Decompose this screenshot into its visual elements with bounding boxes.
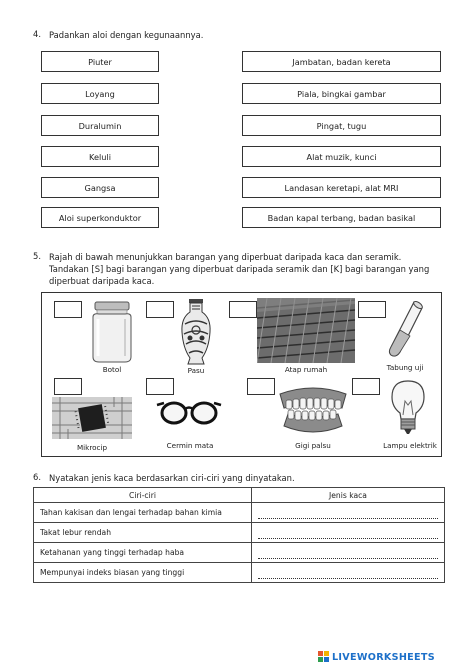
use-box-1[interactable]: Jambatan, badan kereta (242, 51, 441, 72)
caption-atap-rumah: Atap rumah (284, 365, 328, 374)
table-row (34, 523, 445, 543)
use-box-5[interactable]: Landasan keretapi, alat MRI (242, 177, 441, 198)
light-bulb-picture (389, 379, 427, 435)
microchip-picture (52, 397, 132, 439)
ciri-cell: Tahan kakisan dan lengai terhadap bahan kimia (34, 503, 252, 523)
caption-pasu: Pasu (187, 366, 205, 375)
liveworksheets-logo-text: LIVEWORKSHEETS (332, 652, 435, 663)
alloy-box-4[interactable]: Keluli (41, 146, 159, 167)
answer-cell (252, 543, 445, 563)
use-box-3[interactable]: Pingat, tugu (242, 115, 441, 136)
table-header-row (34, 488, 445, 503)
answer-box-pasu[interactable] (146, 301, 174, 318)
answer-cell (252, 503, 445, 523)
caption-gigi-palsu: Gigi palsu (295, 441, 331, 450)
ciri-cell: Ketahanan yang tinggi terhadap haba (34, 543, 252, 563)
liveworksheets-logo-icon (318, 651, 330, 663)
header-jenis-kaca: Jenis kaca (252, 488, 445, 503)
answer-cell (252, 563, 445, 583)
answer-box-gigi-palsu[interactable] (247, 378, 275, 395)
alloy-box-3[interactable]: Duralumin (41, 115, 159, 136)
answer-box-botol[interactable] (54, 301, 82, 318)
answer-cell (252, 523, 445, 543)
ciri-cell: Takat lebur rendah (34, 523, 252, 543)
question-5-line-2: Tandakan [S] bagi barangan yang diperbuat daripada seramik dan [K] bagi barangan yang (49, 264, 430, 274)
vase-picture (179, 298, 213, 366)
eyeglasses-picture (156, 399, 222, 429)
test-tube-picture (388, 300, 424, 360)
glass-type-table (33, 487, 445, 583)
jar-picture (89, 301, 135, 363)
question-5-line-3: diperbuat daripada kaca. (49, 276, 155, 286)
alloy-box-2[interactable]: Loyang (41, 83, 159, 104)
question-4-number: 4. (33, 29, 41, 39)
answer-box-cermin-mata[interactable] (146, 378, 174, 395)
caption-cermin-mata: Cermin mata (166, 441, 214, 450)
answer-box-tabung-uji[interactable] (358, 301, 386, 318)
question-4-text: Padankan aloi dengan kegunaannya. (49, 30, 204, 40)
header-ciri-ciri: Ciri-ciri (34, 488, 252, 503)
question-5-number: 5. (33, 251, 41, 261)
caption-lampu-elektrik: Lampu elektrik (383, 441, 437, 450)
alloy-box-1[interactable]: Piuter (41, 51, 159, 72)
caption-mikrocip: Mikrocip (76, 443, 108, 452)
ciri-cell: Mempunyai indeks biasan yang tinggi (34, 563, 252, 583)
caption-botol: Botol (102, 365, 122, 374)
answer-field[interactable] (258, 549, 438, 559)
answer-field[interactable] (258, 529, 438, 539)
answer-box-lampu-elektrik[interactable] (352, 378, 380, 395)
use-box-2[interactable]: Piala, bingkai gambar (242, 83, 441, 104)
answer-box-mikrocip[interactable] (54, 378, 82, 395)
answer-box-atap-rumah[interactable] (229, 301, 257, 318)
question-5-line-1: Rajah di bawah menunjukkan barangan yang diperbuat daripada kaca dan seramik. (49, 252, 402, 262)
answer-field[interactable] (258, 569, 438, 579)
alloy-box-6[interactable]: Aloi superkonduktor (41, 207, 159, 228)
use-box-4[interactable]: Alat muzik, kunci (242, 146, 441, 167)
use-box-6[interactable]: Badan kapal terbang, badan basikal (242, 207, 441, 228)
question-6-text: Nyatakan jenis kaca berdasarkan ciri-ciri yang dinyatakan. (49, 473, 295, 483)
alloy-box-5[interactable]: Gangsa (41, 177, 159, 198)
caption-tabung-uji: Tabung uji (386, 363, 424, 372)
table-row (34, 503, 445, 523)
table-row (34, 563, 445, 583)
dentures-picture (276, 386, 350, 434)
roof-tiles-picture (257, 298, 355, 363)
answer-field[interactable] (258, 509, 438, 519)
table-row (34, 543, 445, 563)
question-6-number: 6. (33, 472, 41, 482)
